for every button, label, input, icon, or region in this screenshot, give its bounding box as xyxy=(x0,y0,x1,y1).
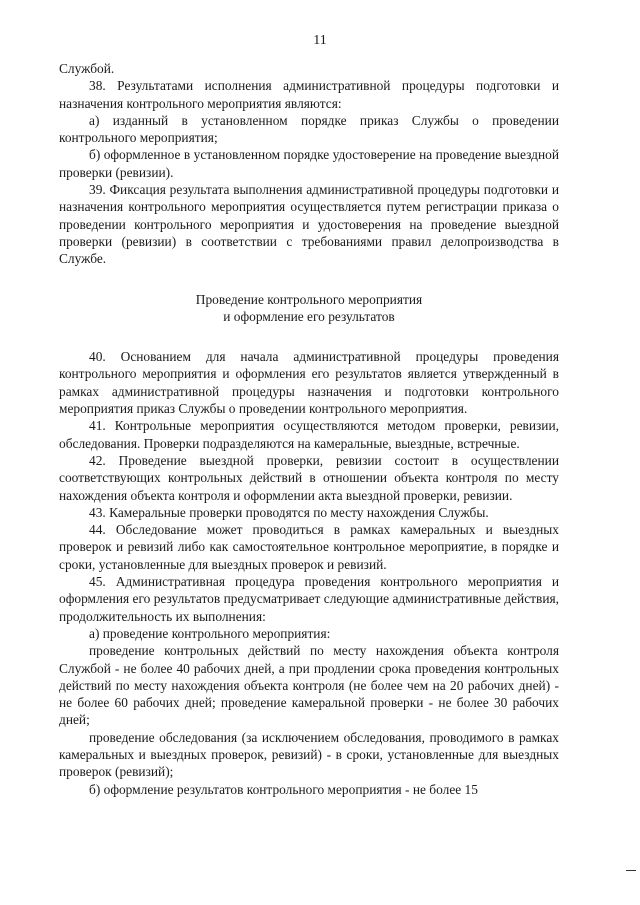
paragraph-45-a-1: проведение контрольных действий по месту нахождения объекта контроля Службой - не более 40 рабочих дней, а при продлении срока проведения контрольных действий по месту нахождения объекта контроля (не более чем на 20 рабочих дней) - не более 60 рабочих дней; проведение камеральной проверки - не более 30 рабочих дней; xyxy=(59,643,559,728)
paragraph-39: 39. Фиксация результата выполнения административной процедуры подготовки и назначения контрольного мероприятия осуществляется путем регистрации приказа о проведении контрольного мероприятия и удостоверения на проведение выездной проверки (ревизии) в соответствии с требованиями правил делопроизводства в Службе. xyxy=(59,182,559,267)
section-heading-line-2: и оформление его результатов xyxy=(223,308,395,324)
paragraph-38-b: б) оформленное в установленном порядке удостоверение на проведение выездной проверки (ревизии). xyxy=(59,147,559,180)
paragraph-44: 44. Обследование может проводиться в рамках камеральных и выездных проверок и ревизий либо как самостоятельное контрольное мероприятие, в порядке и сроки, установленные для выездных проверок и ревизий. xyxy=(59,522,559,572)
paragraph: Службой. xyxy=(59,61,115,76)
paragraph-40: 40. Основанием для начала административной процедуры проведения контрольного мероприятия и оформления его результатов является утвержденный в рамках административной процедуры назначения и подготовки контрольного мероприятия приказ Службы о проведении контрольного мероприятия. xyxy=(59,349,559,417)
paragraph-38-a: а) изданный в установленном порядке приказ Службы о проведении контрольного мероприятия; xyxy=(59,112,559,146)
paragraph-45-a: а) проведение контрольного мероприятия: xyxy=(89,625,331,641)
section-heading-line-1: Проведение контрольного мероприятия xyxy=(195,291,423,307)
page-number: 11 xyxy=(313,33,327,48)
paragraph-42: 42. Проведение выездной проверки, ревизии состоит в осуществлении соответствующих контрольных действий в отношении объекта контроля по месту нахождения объекта контроля и оформлении акта выездной проверки, ревизии. xyxy=(59,452,559,503)
paragraph-45-a-2: проведение обследования (за исключением обследования, проводимого в рамках камеральных и выездных проверок, ревизий) - в сроки, установленные для выездных проверок (ревизий); xyxy=(59,729,559,780)
paragraph-45: 45. Административная процедура проведения контрольного мероприятия и оформления его результатов предусматривает следующие административные действия, продолжительность их выполнения: xyxy=(59,574,559,624)
section-heading xyxy=(59,291,559,326)
scan-edge-mark xyxy=(626,870,636,871)
paragraph-41: 41. Контрольные мероприятия осуществляются методом проверки, ревизии, обследования. Проверки подразделяются на камеральные, выездные, встречные. xyxy=(59,418,559,451)
paragraph-43: 43. Камеральные проверки проводятся по месту нахождения Службы. xyxy=(89,504,489,520)
paragraph-38: 38. Результатами исполнения административной процедуры подготовки и назначения контрольного мероприятия являются: xyxy=(59,78,559,111)
paragraph-45-b: б) оформление результатов контрольного мероприятия - не более 15 xyxy=(89,781,478,797)
document-body xyxy=(59,60,559,798)
